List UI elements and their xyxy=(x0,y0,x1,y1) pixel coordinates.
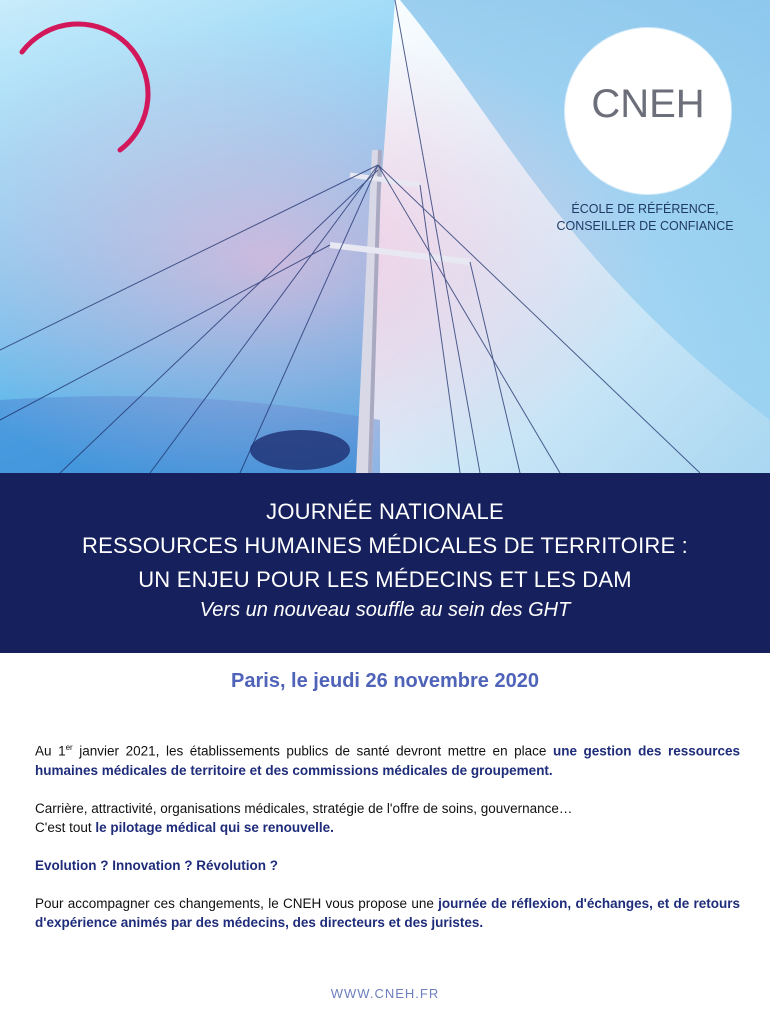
intro-paragraph xyxy=(35,738,740,780)
topics-paragraph xyxy=(35,799,740,837)
topics-line-2-highlight: le pilotage médical qui se renouvelle. xyxy=(95,819,334,835)
topics-line-1: Carrière, attractivité, organisations médicales, stratégie de l'offre de soins, gouvernance… xyxy=(35,800,573,816)
offer-highlight: journée de réflexion, d'échanges, et de retours d'expérience animés par des médecins, des directeurs et des juristes. xyxy=(35,895,740,930)
intro-prefix: Au 1 xyxy=(35,743,66,759)
hero-image xyxy=(0,0,770,473)
intro-highlight: une gestion des ressources humaines médicales de territoire et des commissions médicales de groupement. xyxy=(35,743,740,778)
banner-title-line-3: UN ENJEU POUR LES MÉDECINS ET LES DAM xyxy=(138,567,632,592)
banner-title-line-1: JOURNÉE NATIONALE xyxy=(266,499,504,524)
tagline-line-1: ÉCOLE DE RÉFÉRENCE, xyxy=(571,202,719,216)
intro-text: janvier 2021, les établissements publics de santé devront mettre en place xyxy=(72,743,553,759)
event-date: Paris, le jeudi 26 novembre 2020 xyxy=(231,670,539,692)
logo-ring-icon xyxy=(0,0,166,166)
body-text xyxy=(35,738,740,951)
topics-line-2-prefix: C'est tout xyxy=(35,819,96,835)
offer-paragraph xyxy=(35,894,740,932)
logo-text: CNEH xyxy=(591,82,705,126)
intro-superscript: er xyxy=(65,743,73,752)
questions-line: Evolution ? Innovation ? Révolution ? xyxy=(35,857,278,873)
banner-subtitle: Vers un nouveau souffle au sein des GHT xyxy=(199,599,571,621)
website-link[interactable]: WWW.CNEH.FR xyxy=(330,986,440,1001)
tagline-line-2: CONSEILLER DE CONFIANCE xyxy=(556,219,734,233)
banner-title-line-2: RESSOURCES HUMAINES MÉDICALES DE TERRITOIRE : xyxy=(82,533,688,558)
title-banner xyxy=(0,473,770,653)
offer-text: Pour accompagner ces changements, le CNEH vous propose une xyxy=(35,895,439,911)
tagline xyxy=(520,201,770,235)
